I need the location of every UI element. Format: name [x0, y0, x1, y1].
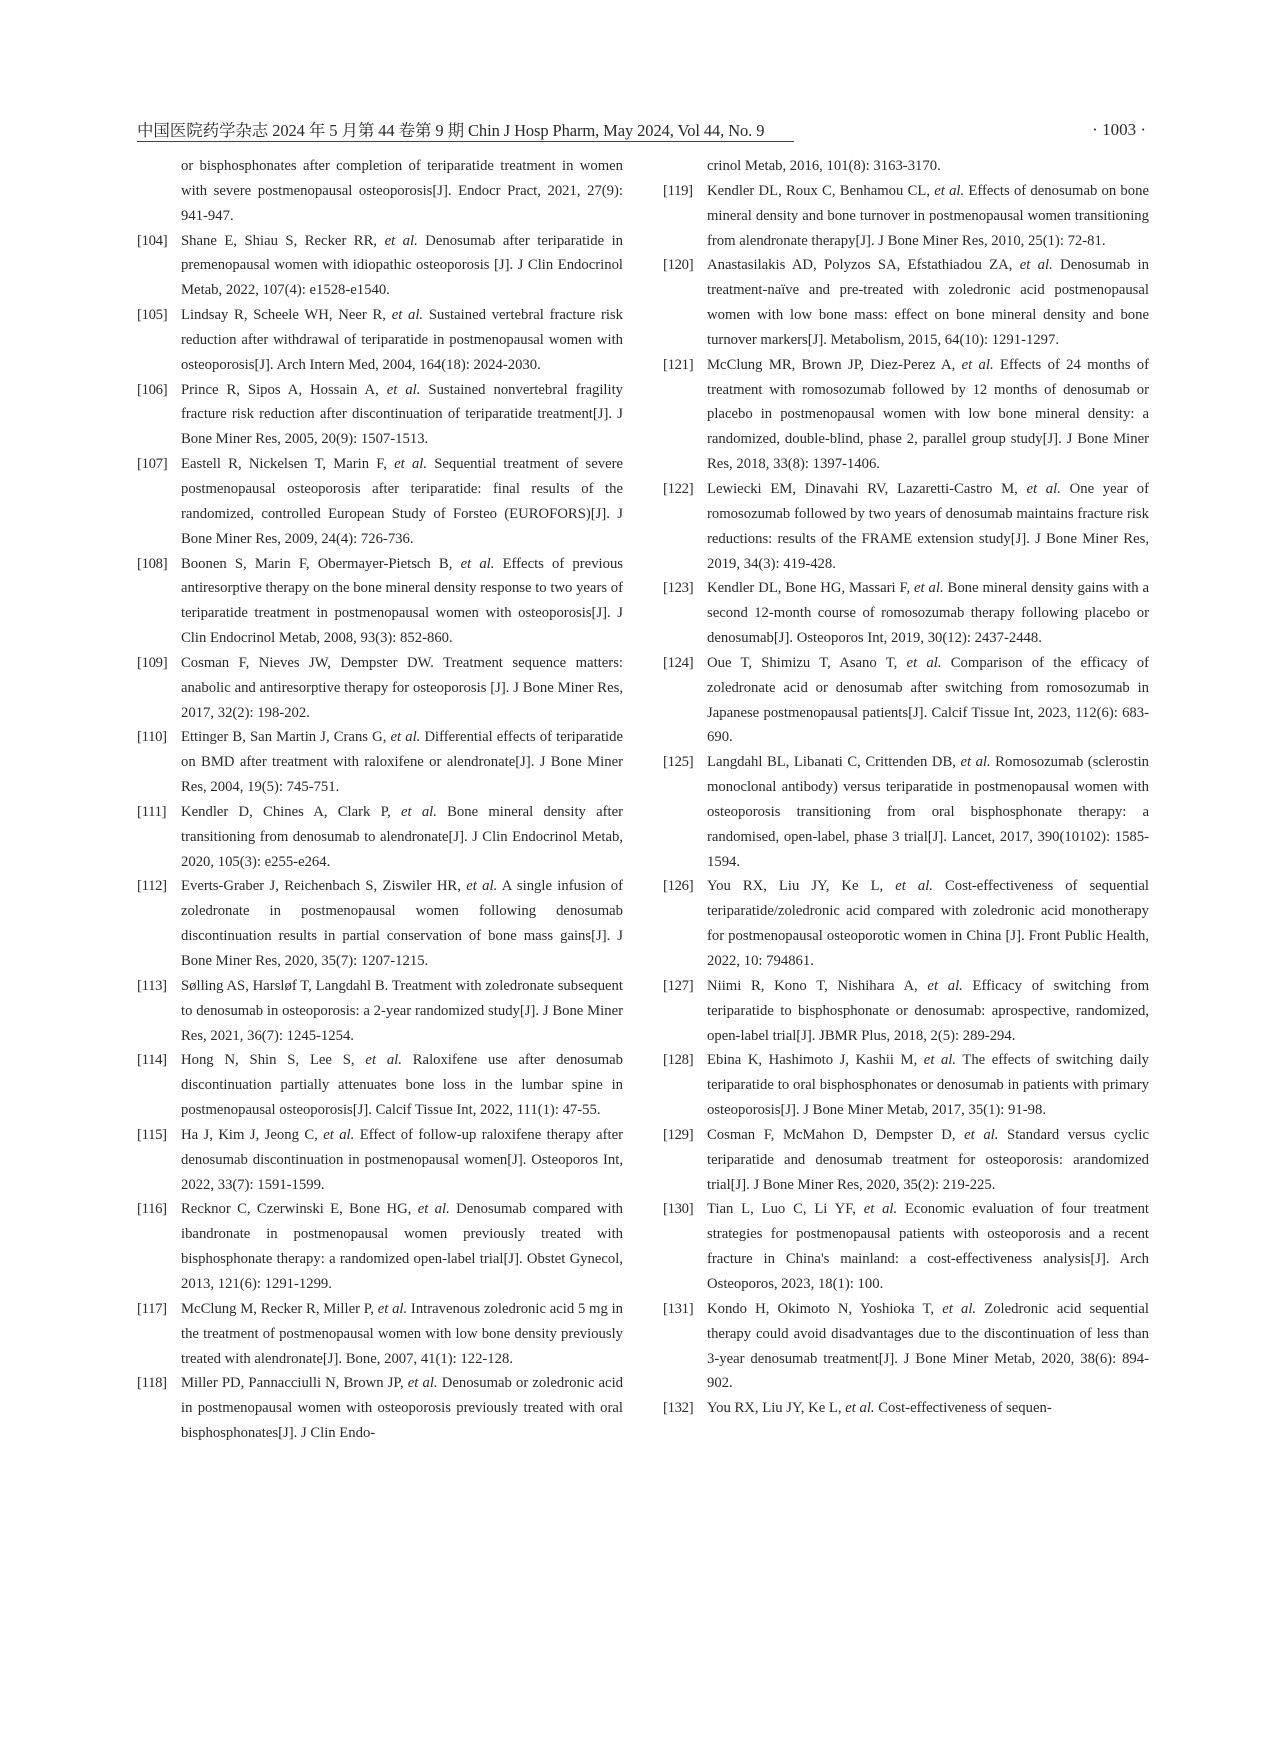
reference-continuation	[137, 154, 623, 229]
reference-item	[137, 303, 623, 378]
journal-header: 中国医院药学杂志 2024 年 5 月第 44 卷第 9 期 Chin J Hosp Pharm, May 2024, Vol 44, No. 9	[137, 121, 765, 140]
running-header	[137, 117, 1146, 147]
reference-text: Boonen S, Marin F, Obermayer-Pietsch B, et al. Effects of previous antiresorptive therapy on the bone mineral density response to two years of teriparatide treatment in postmenopausal women with osteoporosis[J]. J Clin Endocrinol Metab, 2008, 93(3): 852-860.	[181, 555, 624, 647]
reference-text: Ebina K, Hashimoto J, Kashii M, et al. The effects of switching daily teriparatide to oral bisphosphonates or denosumab in patients with primary osteoporosis[J]. J Bone Miner Metab, 2017, 35(1): 91-98.	[707, 1052, 1149, 1119]
reference-number: [125]	[663, 754, 694, 771]
reference-item	[137, 378, 623, 453]
reference-number: [113]	[137, 977, 167, 994]
reference-number: [123]	[663, 580, 694, 597]
reference-number: [107]	[137, 456, 168, 473]
reference-number: [130]	[663, 1201, 694, 1218]
reference-number: [121]	[663, 356, 694, 373]
reference-item	[663, 179, 1149, 254]
reference-number: [131]	[663, 1300, 694, 1317]
left-column	[137, 154, 623, 1446]
reference-text: Cosman F, McMahon D, Dempster D, et al. Standard versus cyclic teriparatide and denosumab treatment for osteoporosis: arandomized trial[J]. J Bone Miner Res, 2020, 35(2): 219-225.	[707, 1126, 1149, 1193]
reference-text: McClung MR, Brown JP, Diez-Perez A, et al. Effects of 24 months of treatment with romosozumab followed by 12 months of denosumab or placebo in postmenopausal women with low bone mineral density: a randomized, double-blind, phase 2, parallel group study[J]. J Bone Miner Res, 2018, 33(8): 1397-1406.	[707, 356, 1149, 473]
reference-text: Lewiecki EM, Dinavahi RV, Lazaretti-Castro M, et al. One year of romosozumab followed by two years of denosumab maintains fracture risk reductions: results of the FRAME extension study[J]. J Bone Miner Res, 2019, 34(3): 419-428.	[707, 480, 1149, 572]
reference-number: [132]	[663, 1400, 694, 1417]
reference-text: Eastell R, Nickelsen T, Marin F, et al. Sequential treatment of severe postmenopausal osteoporosis after teriparatide: final results of the randomized, controlled European Study of Forsteo (EUROFORS)[J]. J Bone Miner Res, 2009, 24(4): 726-736.	[181, 456, 624, 547]
reference-item	[663, 1123, 1149, 1198]
reference-item	[137, 725, 623, 800]
reference-text: crinol Metab, 2016, 101(8): 3163-3170.	[707, 158, 941, 174]
reference-text: Ha J, Kim J, Jeong C, et al. Effect of follow-up raloxifene therapy after denosumab discontinuation in postmenopausal women[J]. Osteoporos Int, 2022, 33(7): 1591-1599.	[181, 1126, 623, 1193]
reference-number: [108]	[137, 555, 168, 572]
right-column	[663, 154, 1149, 1421]
reference-item	[137, 1123, 623, 1198]
reference-item	[663, 353, 1149, 477]
reference-item	[137, 1197, 623, 1296]
reference-text: Kondo H, Okimoto N, Yoshioka T, et al. Zoledronic acid sequential therapy could avoid disadvantages due to the discontinuation of less than 3-year denosumab treatment[J]. J Bone Miner Metab, 2020, 38(6): 894-902.	[707, 1300, 1149, 1392]
reference-number: [114]	[137, 1052, 167, 1069]
reference-item	[663, 1396, 1149, 1421]
reference-item	[663, 974, 1149, 1049]
reference-text: Kendler DL, Bone HG, Massari F, et al. Bone mineral density gains with a second 12-month course of romosozumab therapy following placebo or denosumab[J]. Osteoporos Int, 2019, 30(12): 2437-2448.	[707, 580, 1149, 647]
reference-text: Tian L, Luo C, Li YF, et al. Economic evaluation of four treatment strategies for postmenopausal patients with osteoporosis and a recent fracture in China's mainland: a cost-effectiveness analysis[J]. Arch Osteoporos, 2023, 18(1): 100.	[707, 1201, 1149, 1292]
reference-number: [119]	[663, 182, 693, 199]
reference-continuation	[663, 154, 1149, 179]
reference-text: Lindsay R, Scheele WH, Neer R, et al. Sustained vertebral fracture risk reduction after withdrawal of teriparatide in postmenopausal women with osteoporosis[J]. Arch Intern Med, 2004, 164(18): 2024-2030.	[181, 307, 623, 373]
reference-text: Ettinger B, San Martin J, Crans G, et al. Differential effects of teriparatide on BMD after treatment with raloxifene or alendronate[J]. J Bone Miner Res, 2004, 19(5): 745-751.	[181, 729, 623, 796]
reference-item	[137, 651, 623, 726]
reference-item	[137, 800, 623, 875]
reference-number: [126]	[663, 878, 694, 895]
reference-item	[663, 1297, 1149, 1396]
reference-number: [105]	[137, 307, 168, 324]
reference-text: Oue T, Shimizu T, Asano T, et al. Comparison of the efficacy of zoledronate acid or denosumab after switching from romosozumab in Japanese postmenopausal patients[J]. Calcif Tissue Int, 2023, 112(6): 683-690.	[707, 654, 1150, 746]
reference-text: Sølling AS, Harsløf T, Langdahl B. Treatment with zoledronate subsequent to denosumab in osteoporosis: a 2-year randomized study[J]. J Bone Miner Res, 2021, 36(7): 1245-1254.	[181, 977, 623, 1044]
reference-item	[663, 1048, 1149, 1123]
reference-text: Langdahl BL, Libanati C, Crittenden DB, et al. Romosozumab (sclerostin monoclonal antibody) versus teriparatide in postmenopausal women with osteoporosis transitioning from oral bisphosphonate therapy: a randomised, open-label, phase 3 trial[J]. Lancet, 2017, 390(10102): 1585-1594.	[707, 754, 1149, 870]
reference-text: Cosman F, Nieves JW, Dempster DW. Treatment sequence matters: anabolic and antiresorptive therapy for osteoporosis [J]. J Bone Miner Res, 2017, 32(2): 198-202.	[181, 654, 623, 721]
reference-number: [116]	[137, 1201, 167, 1218]
reference-number: [111]	[137, 803, 167, 820]
reference-number: [112]	[137, 878, 167, 895]
reference-text: You RX, Liu JY, Ke L, et al. Cost-effectiveness of sequen-	[707, 1400, 1052, 1417]
reference-item	[663, 874, 1149, 973]
reference-text: Hong N, Shin S, Lee S, et al. Raloxifene use after denosumab discontinuation partially attenuates bone loss in the lumbar spine in postmenopausal osteoporosis[J]. Calcif Tissue Int, 2022, 111(1): 47-55.	[181, 1052, 623, 1119]
reference-text: You RX, Liu JY, Ke L, et al. Cost-effectiveness of sequential teriparatide/zoledronic acid compared with zoledronic acid monotherapy for postmenopausal osteoporotic women in China [J]. Front Public Health, 2022, 10: 794861.	[707, 878, 1149, 969]
reference-item	[137, 1371, 623, 1446]
reference-number: [117]	[137, 1300, 167, 1317]
reference-number: [115]	[137, 1126, 167, 1143]
reference-text: Recknor C, Czerwinski E, Bone HG, et al. Denosumab compared with ibandronate in postmenopausal women previously treated with bisphosphonate therapy: a randomized open-label trial[J]. Obstet Gynecol, 2013, 121(6): 1291-1299.	[181, 1201, 623, 1292]
reference-text: Kendler DL, Roux C, Benhamou CL, et al. Effects of denosumab on bone mineral density and bone turnover in postmenopausal women transitioning from alendronate therapy[J]. J Bone Miner Res, 2010, 25(1): 72-81.	[707, 182, 1149, 249]
reference-text: or bisphosphonates after completion of teriparatide treatment in women with severe postmenopausal osteoporosis[J]. Endocr Pract, 2021, 27(9): 941-947.	[181, 158, 623, 224]
reference-item	[663, 576, 1149, 651]
reference-number: [127]	[663, 977, 694, 994]
reference-item	[137, 874, 623, 973]
reference-number: [128]	[663, 1052, 694, 1069]
reference-text: McClung M, Recker R, Miller P, et al. Intravenous zoledronic acid 5 mg in the treatment of postmenopausal women with low bone density previously treated with alendronate[J]. Bone, 2007, 41(1): 122-128.	[181, 1300, 623, 1367]
reference-number: [122]	[663, 480, 694, 497]
reference-number: [120]	[663, 257, 694, 274]
reference-number: [129]	[663, 1126, 694, 1143]
page-number: · 1003 ·	[1092, 120, 1146, 139]
reference-item	[137, 1297, 623, 1372]
reference-item	[137, 1048, 623, 1123]
reference-text: Shane E, Shiau S, Recker RR, et al. Denosumab after teriparatide in premenopausal women with idiopathic osteoporosis [J]. J Clin Endocrinol Metab, 2022, 107(4): e1528-e1540.	[181, 232, 624, 299]
reference-text: Prince R, Sipos A, Hossain A, et al. Sustained nonvertebral fragility fracture risk reduction after discontinuation of teriparatide treatment[J]. J Bone Miner Res, 2005, 20(9): 1507-1513.	[181, 381, 623, 448]
reference-item	[137, 229, 623, 304]
header-rule	[137, 141, 794, 142]
reference-text: Everts-Graber J, Reichenbach S, Ziswiler HR, et al. A single infusion of zoledronate in postmenopausal women following denosumab discontinuation results in partial conservation of bone mass gains[J]. J Bone Miner Res, 2020, 35(7): 1207-1215.	[181, 878, 624, 969]
reference-number: [118]	[137, 1375, 167, 1392]
reference-item	[137, 974, 623, 1049]
reference-item	[663, 750, 1149, 874]
reference-number: [106]	[137, 381, 168, 398]
reference-number: [109]	[137, 654, 168, 671]
reference-text: Niimi R, Kono T, Nishihara A, et al. Efficacy of switching from teriparatide to bisphosphonate or denosumab: aprospective, randomized, open-label trial[J]. JBMR Plus, 2018, 2(5): 289-294.	[707, 977, 1149, 1044]
reference-text: Anastasilakis AD, Polyzos SA, Efstathiadou ZA, et al. Denosumab in treatment-naïve and pre-treated with zoledronic acid postmenopausal women with low bone mass: effect on bone mineral density and bone turnover markers[J]. Metabolism, 2015, 64(10): 1291-1297.	[707, 257, 1149, 348]
reference-number: [104]	[137, 232, 168, 249]
reference-item	[663, 1197, 1149, 1296]
reference-item	[663, 253, 1149, 352]
reference-item	[663, 477, 1149, 576]
reference-item	[663, 651, 1149, 750]
reference-item	[137, 452, 623, 551]
reference-text: Miller PD, Pannacciulli N, Brown JP, et al. Denosumab or zoledronic acid in postmenopausal women with osteoporosis previously treated with oral bisphosphonates[J]. J Clin Endo-	[181, 1375, 623, 1442]
reference-number: [124]	[663, 654, 694, 671]
reference-item	[137, 552, 623, 651]
reference-number: [110]	[137, 729, 167, 746]
reference-text: Kendler D, Chines A, Clark P, et al. Bone mineral density after transitioning from denosumab to alendronate[J]. J Clin Endocrinol Metab, 2020, 105(3): e255-e264.	[181, 803, 623, 870]
